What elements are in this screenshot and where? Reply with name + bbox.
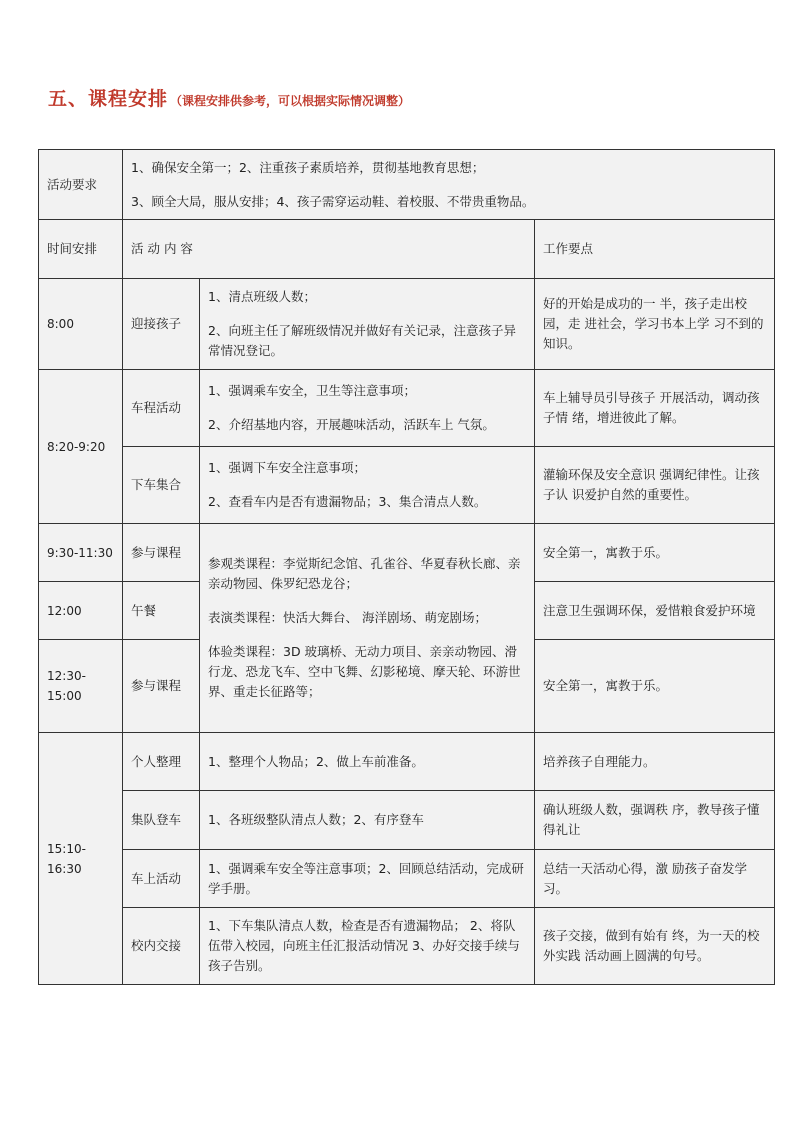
content-line: 1、清点班级人数；	[208, 289, 316, 304]
table-row	[39, 447, 775, 524]
point-cell: 安全第一，寓教于乐。	[535, 640, 775, 733]
point-cell: 好的开始是成功的一 半，孩子走出校园，走 进社会，学习书本上学 习不到的知识。	[535, 279, 775, 370]
time-cell: 12:00	[39, 582, 123, 640]
content-cell	[200, 370, 535, 447]
activity-cell: 车上活动	[123, 850, 200, 908]
content-line: 表演类课程：快活大舞台、 海洋剧场、萌宠剧场；	[208, 610, 487, 625]
section-title: 五、课程安排	[48, 88, 169, 110]
requirements-text	[123, 150, 775, 220]
activity-cell: 下车集合	[123, 447, 200, 524]
content-cell	[200, 279, 535, 370]
activity-cell: 参与课程	[123, 640, 200, 733]
table-row	[39, 908, 775, 985]
table-row	[39, 279, 775, 370]
section-heading	[48, 84, 410, 111]
header-row	[39, 220, 775, 279]
content-line: 1、强调下车安全注意事项；	[208, 460, 366, 475]
activity-cell: 个人整理	[123, 733, 200, 791]
time-cell: 8:00	[39, 279, 123, 370]
point-cell: 注意卫生强调环保，爱惜粮食爱护环境	[535, 582, 775, 640]
requirements-label: 活动要求	[39, 150, 123, 220]
point-cell: 灌输环保及安全意识 强调纪律性。让孩子认 识爱护自然的重要性。	[535, 447, 775, 524]
header-content: 活 动 内 容	[123, 220, 535, 279]
content-cell: 1、强调乘车安全等注意事项；2、回顾总结活动，完成研学手册。	[200, 850, 535, 908]
activity-cell: 迎接孩子	[123, 279, 200, 370]
point-cell: 车上辅导员引导孩子 开展活动，调动孩子情 绪，增进彼此了解。	[535, 370, 775, 447]
time-cell: 15:10-16:30	[39, 733, 123, 985]
activity-cell: 午餐	[123, 582, 200, 640]
table-row	[39, 791, 775, 850]
time-cell: 12:30-15:00	[39, 640, 123, 733]
header-time: 时间安排	[39, 220, 123, 279]
activity-cell: 校内交接	[123, 908, 200, 985]
point-cell: 安全第一，寓教于乐。	[535, 524, 775, 582]
schedule-table	[38, 149, 775, 985]
section-note: （课程安排供参考，可以根据实际情况调整）	[170, 94, 411, 108]
point-cell: 培养孩子自理能力。	[535, 733, 775, 791]
point-cell: 孩子交接，做到有始有 终，为一天的校外实践 活动画上圆满的句号。	[535, 908, 775, 985]
content-line: 2、查看车内是否有遗漏物品；3、集合清点人数。	[208, 494, 487, 509]
content-cell: 1、各班级整队清点人数；2、有序登车	[200, 791, 535, 850]
point-cell: 确认班级人数，强调秩 序，教导孩子懂得礼让	[535, 791, 775, 850]
content-cell	[200, 524, 535, 733]
content-line: 2、向班主任了解班级情况并做好有关记录，注意孩子异常情况登记。	[208, 323, 516, 358]
table-row	[39, 370, 775, 447]
activity-cell: 车程活动	[123, 370, 200, 447]
table-row	[39, 733, 775, 791]
table-row	[39, 850, 775, 908]
content-line: 体验类课程：3D 玻璃桥、无动力项目、亲亲动物园、滑行龙、恐龙飞车、空中飞舞、幻影秘境、摩天轮、环游世界、重走长征路等；	[208, 644, 521, 699]
content-line: 1、强调乘车安全，卫生等注意事项；	[208, 383, 416, 398]
content-cell: 1、整理个人物品；2、做上车前准备。	[200, 733, 535, 791]
requirement-line: 1、确保安全第一；2、注重孩子素质培养，贯彻基地教育思想；	[131, 159, 485, 175]
time-cell: 9:30-11:30	[39, 524, 123, 582]
point-cell: 总结一天活动心得，激 励孩子奋发学习。	[535, 850, 775, 908]
requirement-line: 3、顾全大局，服从安排；4、孩子需穿运动鞋、着校服、不带贵重物品。	[131, 193, 535, 209]
content-line: 2、介绍基地内容，开展趣味活动，活跃车上 气氛。	[208, 417, 495, 432]
content-cell	[200, 447, 535, 524]
content-cell: 1、下车集队清点人数，检查是否有遗漏物品； 2、将队伍带入校园，向班主任汇报活动情况 3、办好交接手续与孩子告别。	[200, 908, 535, 985]
table-row	[39, 524, 775, 582]
content-line: 参观类课程：李觉斯纪念馆、孔雀谷、华夏春秋长廊、亲亲动物园、侏罗纪恐龙谷；	[208, 556, 521, 591]
header-points: 工作要点	[535, 220, 775, 279]
activity-cell: 集队登车	[123, 791, 200, 850]
activity-cell: 参与课程	[123, 524, 200, 582]
time-cell: 8:20-9:20	[39, 370, 123, 524]
